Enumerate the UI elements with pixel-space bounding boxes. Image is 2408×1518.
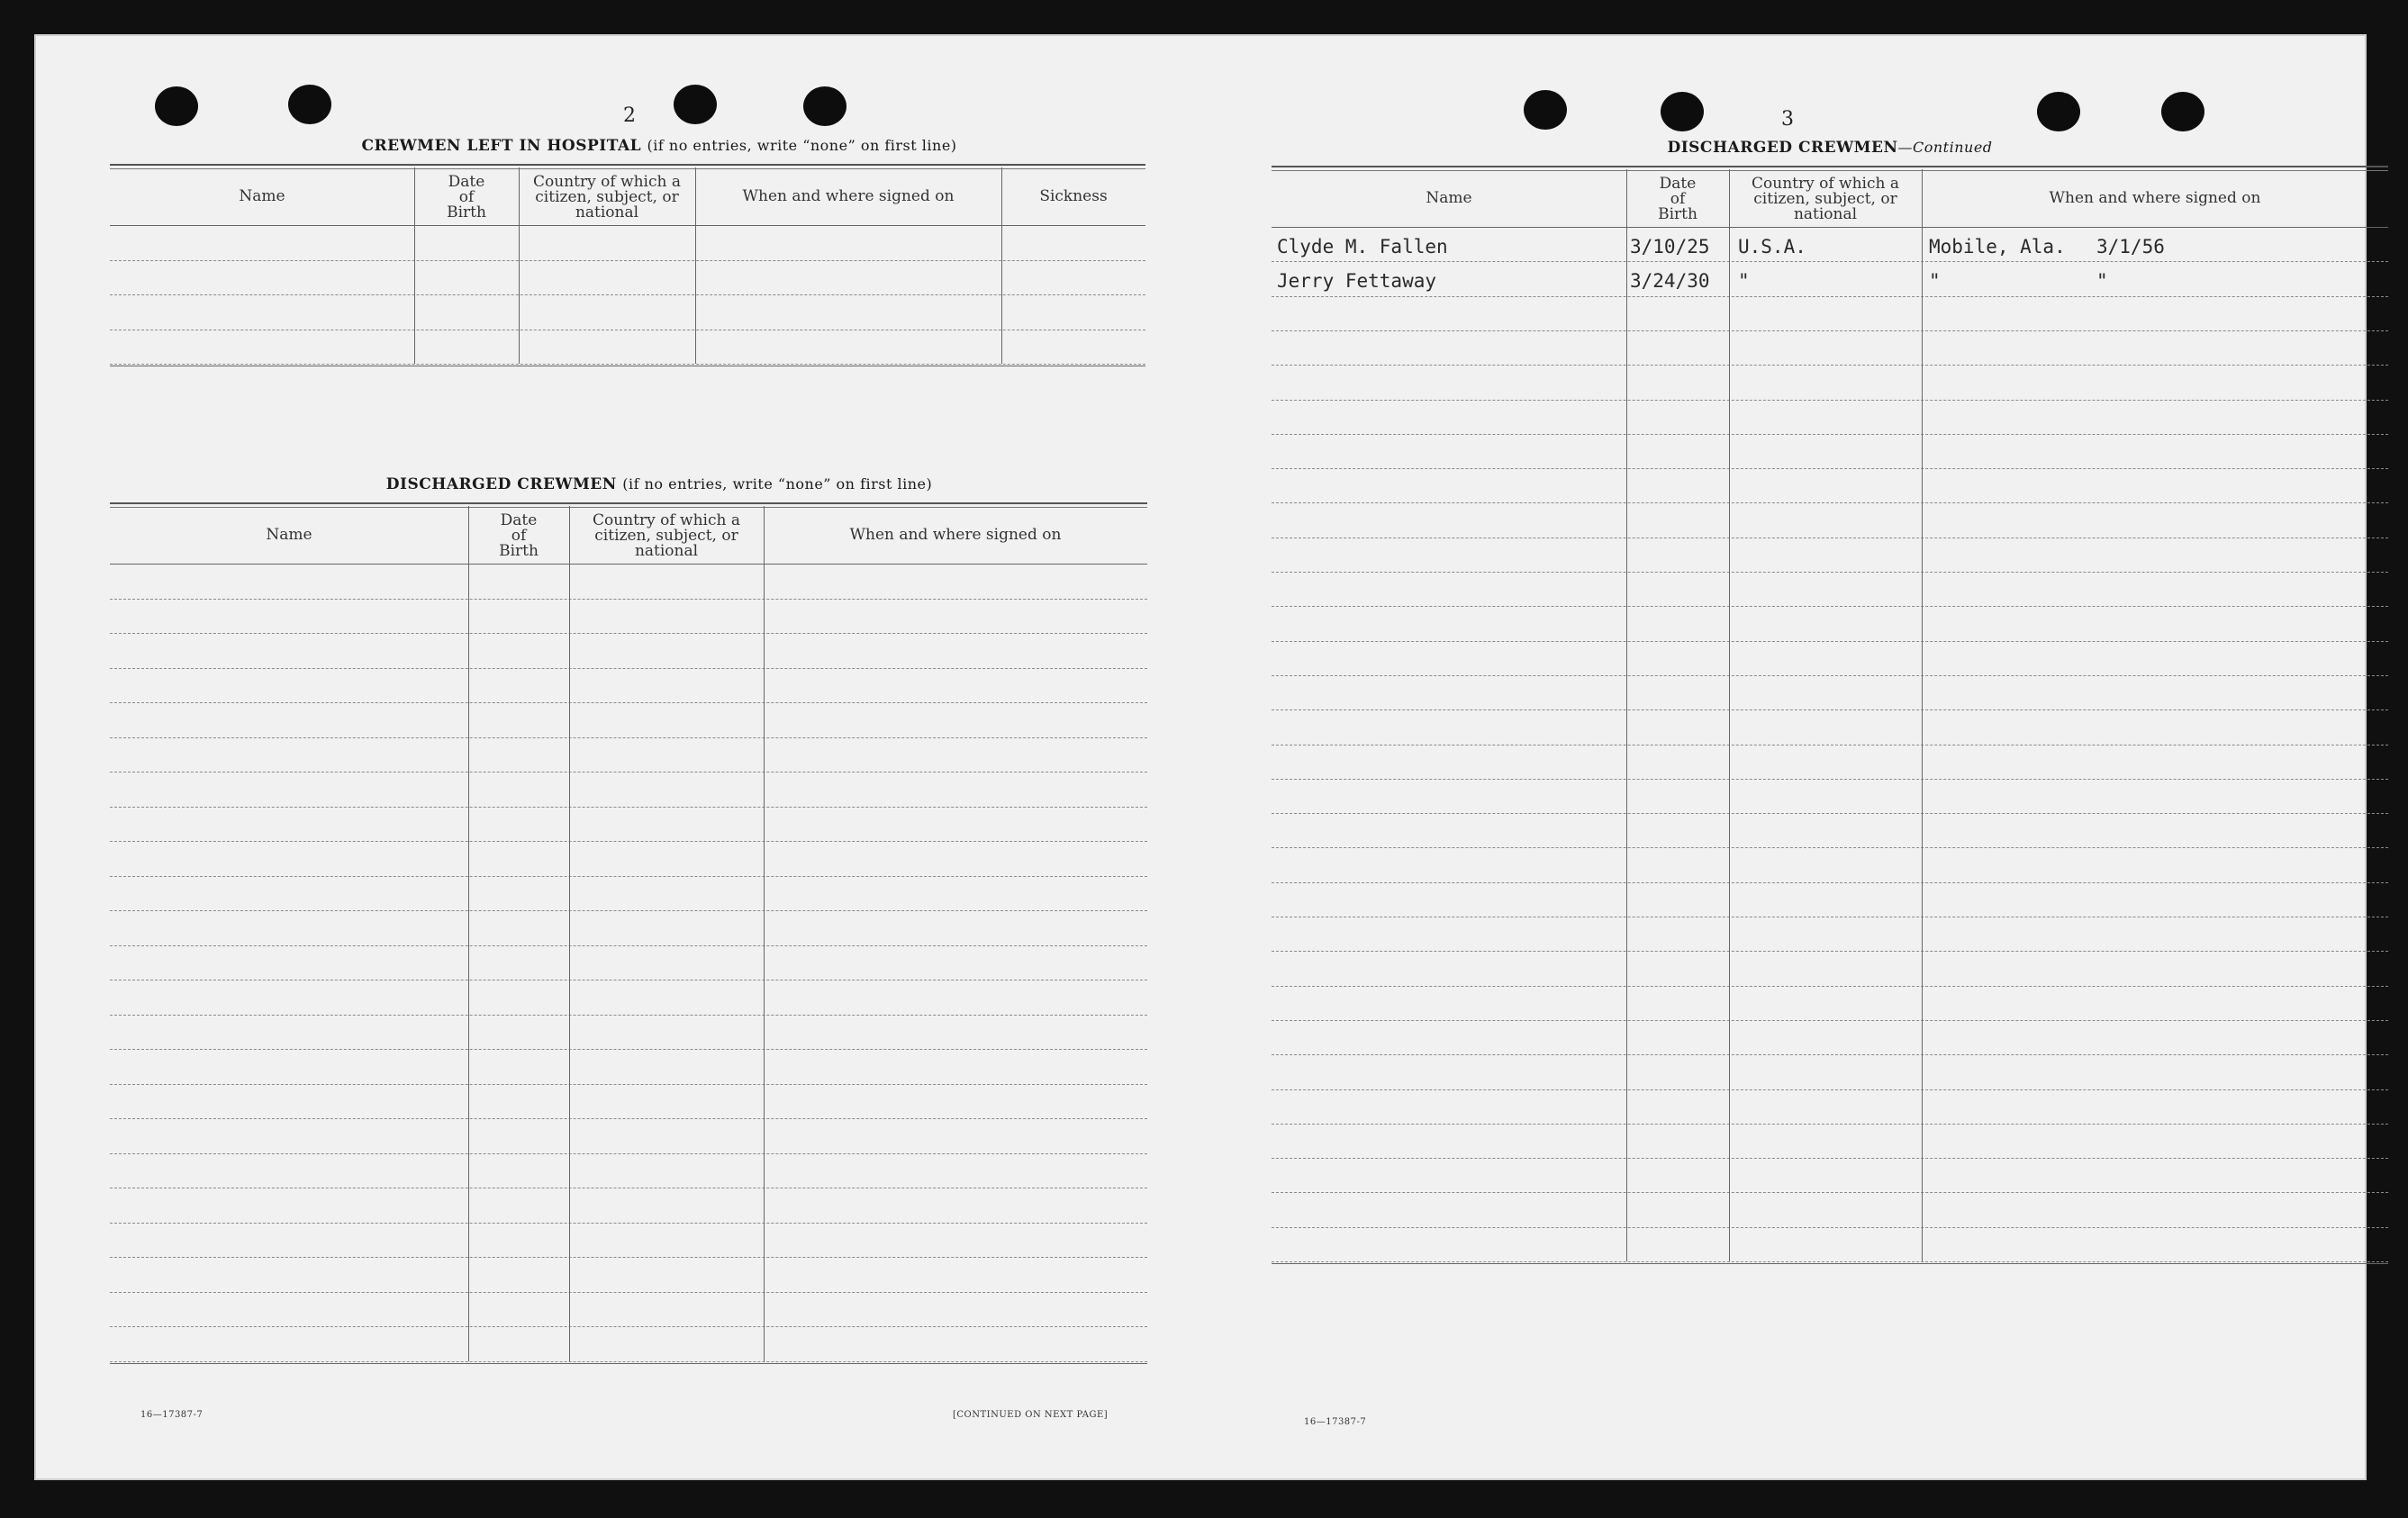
column-divider (764, 506, 765, 1361)
column-header: When and where signed on (849, 526, 1062, 544)
ruled-line (110, 702, 1147, 703)
column-header: Country of which a citizen, subject, or national (1752, 175, 1899, 223)
column-divider (1626, 169, 1627, 1261)
ruled-line (110, 1292, 1147, 1293)
ruled-line (110, 1223, 1147, 1224)
table-top-rule (1272, 166, 2388, 171)
ruled-line (1272, 296, 2388, 297)
ruled-line (1272, 986, 2388, 987)
ruled-line (110, 1153, 1147, 1154)
ruled-line (110, 668, 1147, 669)
column-divider (569, 506, 570, 1361)
header-bottom-rule (110, 225, 1145, 226)
ruled-line (1272, 330, 2388, 331)
ruled-line (1272, 1227, 2388, 1228)
ruled-line (110, 841, 1147, 842)
ruled-line (1272, 1020, 2388, 1021)
hospital-title-note: (if no entries, write “none” on first line) (647, 137, 957, 154)
column-header: Name (239, 187, 285, 205)
punch-hole (155, 86, 198, 126)
punch-hole (674, 85, 717, 124)
table-cell-signed_date: " (2096, 270, 2108, 293)
punch-hole (2037, 92, 2080, 131)
column-header: Sickness (1039, 187, 1108, 205)
ruled-line (110, 294, 1145, 295)
ruled-line (1272, 1089, 2388, 1090)
form-sheet (34, 34, 2367, 1480)
ruled-line (1272, 1261, 2388, 1262)
table-cell-signed_date: 3/1/56 (2096, 236, 2165, 258)
table-top-rule (110, 164, 1145, 169)
ruled-line (110, 910, 1147, 911)
ruled-line (110, 876, 1147, 877)
punch-hole (1661, 92, 1704, 131)
ruled-line (110, 1257, 1147, 1258)
column-header: When and where signed on (742, 187, 955, 205)
ruled-line (110, 633, 1147, 634)
ruled-line (1272, 261, 2388, 262)
discharged-continued-title (1272, 139, 2388, 157)
column-header: Name (266, 526, 312, 544)
ruled-line (110, 260, 1145, 261)
ruled-line (1272, 709, 2388, 710)
ruled-line (110, 807, 1147, 808)
ruled-line (1272, 606, 2388, 607)
ruled-line (1272, 434, 2388, 435)
continued-label: —Continued (1897, 139, 1993, 156)
ruled-line (110, 772, 1147, 773)
punch-hole (803, 86, 846, 126)
ruled-line (110, 945, 1147, 946)
column-header: Name (1426, 189, 1472, 207)
discharged-title-text: DISCHARGED CREWMEN (385, 475, 617, 493)
ruled-line (1272, 1192, 2388, 1193)
header-bottom-rule (110, 564, 1147, 565)
table-bottom-rule (1272, 1263, 2388, 1264)
table-cell-signed_on: " (1929, 270, 1941, 293)
table-cell-country: " (1738, 270, 1750, 293)
ruled-line (1272, 572, 2388, 573)
ruled-line (110, 1361, 1147, 1362)
hospital-section-title (110, 137, 1209, 155)
header-bottom-rule (1272, 227, 2388, 228)
form-number-right: 16—17387-7 (1304, 1417, 1367, 1427)
table-cell-signed_on: Mobile, Ala. (1929, 236, 2066, 258)
column-header: Date of Birth (1658, 175, 1697, 223)
ruled-line (1272, 1124, 2388, 1125)
table-cell-name: Clyde M. Fallen (1277, 236, 1448, 258)
ruled-line (1272, 951, 2388, 952)
ruled-line (1272, 675, 2388, 676)
ruled-line (1272, 882, 2388, 883)
continued-note: [CONTINUED ON NEXT PAGE] (953, 1410, 1109, 1420)
hospital-title-text: CREWMEN LEFT IN HOSPITAL (361, 137, 642, 155)
table-cell-dob: 3/24/30 (1630, 270, 1710, 293)
column-header: Date of Birth (499, 511, 539, 560)
page-number-right: 3 (1781, 108, 1794, 131)
ruled-line (1272, 813, 2388, 814)
ruled-line (110, 1084, 1147, 1085)
column-divider (1922, 169, 1923, 1261)
table-cell-country: U.S.A. (1738, 236, 1806, 258)
table-top-rule (110, 502, 1147, 508)
ruled-line (1272, 502, 2388, 503)
discharged-continued-text: DISCHARGED CREWMEN (1667, 139, 1898, 157)
ruled-line (1272, 847, 2388, 848)
ruled-line (110, 1049, 1147, 1050)
table-cell-name: Jerry Fettaway (1277, 270, 1437, 293)
ruled-line (110, 1326, 1147, 1327)
form-number-left: 16—17387-7 (140, 1410, 204, 1420)
column-header: Country of which a citizen, subject, or national (533, 173, 681, 221)
column-header: When and where signed on (2049, 189, 2261, 207)
ruled-line (1272, 1158, 2388, 1159)
punch-hole (288, 85, 331, 124)
ruled-line (1272, 779, 2388, 780)
punch-hole (2161, 92, 2204, 131)
ruled-line (110, 599, 1147, 600)
discharged-title-note: (if no entries, write “none” on first line) (622, 475, 933, 492)
discharged-section-title (110, 475, 1209, 493)
ruled-line (1272, 468, 2388, 469)
column-divider (468, 506, 469, 1361)
column-divider (1729, 169, 1730, 1261)
ruled-line (1272, 400, 2388, 401)
table-bottom-rule (110, 1363, 1147, 1364)
ruled-line (110, 1015, 1147, 1016)
ruled-line (110, 1118, 1147, 1119)
ruled-line (1272, 1054, 2388, 1055)
punch-hole (1524, 90, 1567, 130)
column-header: Country of which a citizen, subject, or national (593, 511, 740, 560)
ruled-line (1272, 641, 2388, 642)
ruled-line (110, 364, 1145, 365)
table-cell-dob: 3/10/25 (1630, 236, 1710, 258)
ruled-line (1272, 365, 2388, 366)
column-header: Date of Birth (447, 173, 486, 221)
ruled-line (110, 737, 1147, 738)
page-number-left: 2 (623, 104, 636, 127)
